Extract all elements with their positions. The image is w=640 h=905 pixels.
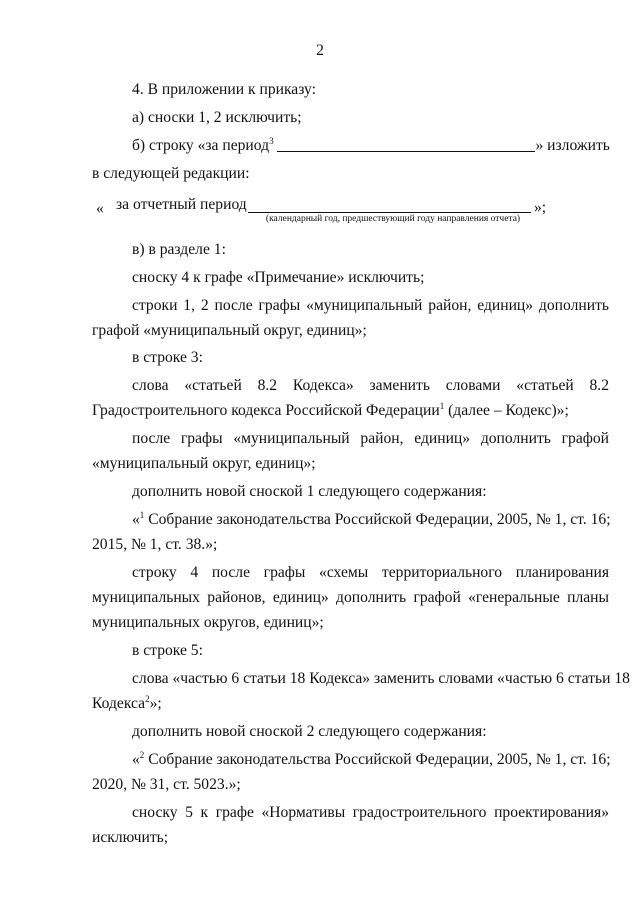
para-v-4-cont: муниципальных районов, единиц» дополнить графой «генеральные планы [92,589,609,606]
para-v-2: строки 1, 2 после графы «муниципальный район, единиц» дополнить [132,297,609,314]
footnote-2-text [132,750,609,770]
para-v-1: сноску 4 к графе «Примечание» исключить; [132,269,425,286]
quote-close: »; [534,199,547,216]
footnote-2-cont: 2020, № 31, ст. 5023.»; [92,776,241,793]
para-v-3: в строке 3: [132,349,203,366]
reporting-period-label: за отчетный период [116,196,247,213]
para-v-3-2-cont: «муниципальный округ, единиц»; [92,455,316,472]
para-v-6-cont: исключить; [92,829,169,846]
footnote-ref-1: 1 [439,401,445,411]
para-v-3-1-cont-text: Градостроительного кодекса Российской Федерации [92,402,440,419]
para-v-3-3: дополнить новой сноской 1 следующего содержания: [132,483,487,500]
footnote-1-body: Собрание законодательства Российской Федерации, 2005, № 1, ст. 16; [144,511,611,528]
footnote-1-quote: « [132,511,140,528]
para-v-3-1-cont [92,401,609,421]
para-v-4-cont2: муниципальных округов, единиц»; [92,614,324,631]
footnote-ref-2: 2 [145,694,150,704]
footnote-2-mark: 2 [139,750,145,760]
page-number: 2 [316,42,324,59]
footnote-2-body: Собрание законодательства Российской Федерации, 2005, № 1, ст. 16; [144,751,611,768]
para-v-3-1-cont-end: (далее – Кодекс)»; [444,402,569,419]
para-v-4: строку 4 после графы «схемы территориального планирования [132,564,609,581]
quote-open: « [96,200,104,217]
para-b-continued: в следующей редакции: [92,165,250,182]
para-v-5-1-cont [92,694,609,714]
para-item-4: 4. В приложении к приказу: [132,81,316,98]
para-v-3-2: после графы «муниципальный район, единиц» дополнить графой [132,430,609,447]
footnote-1-text [132,510,609,530]
footnote-2-quote: « [132,751,140,768]
para-v-5-2: дополнить новой сноской 2 следующего содержания: [132,723,487,740]
para-v-5-1-cont-text: Кодекса [92,695,146,712]
para-b-text: б) строку «за период [132,137,270,154]
reporting-period-caption: (календарный год, предшествующий году направления отчета) [265,214,521,224]
para-v-5-1: слова «частью 6 статьи 18 Кодекса» заменить словами «частью 6 статьи 18 [132,670,630,687]
para-v-2-cont: графой «муниципальный округ, единиц»; [92,322,367,339]
para-b [132,136,609,156]
para-b-end: » изложить [535,137,610,154]
para-v-5: в строке 5: [132,642,203,659]
reporting-period-blank [248,212,531,213]
blank-line [277,137,535,152]
para-a: а) сноски 1, 2 исключить; [132,109,302,126]
footnote-1-mark: 1 [139,510,145,520]
footnote-ref-3: 3 [269,136,274,146]
para-v-6: сноску 5 к графе «Нормативы градостроительного проектирования» [132,804,609,821]
para-v-5-1-cont-end: »; [149,695,162,712]
para-v-3-1: слова «статьей 8.2 Кодекса» заменить словами «статьей 8.2 [132,377,609,394]
footnote-1-cont: 2015, № 1, ст. 38.»; [92,536,218,553]
para-v: в) в разделе 1: [132,241,226,258]
